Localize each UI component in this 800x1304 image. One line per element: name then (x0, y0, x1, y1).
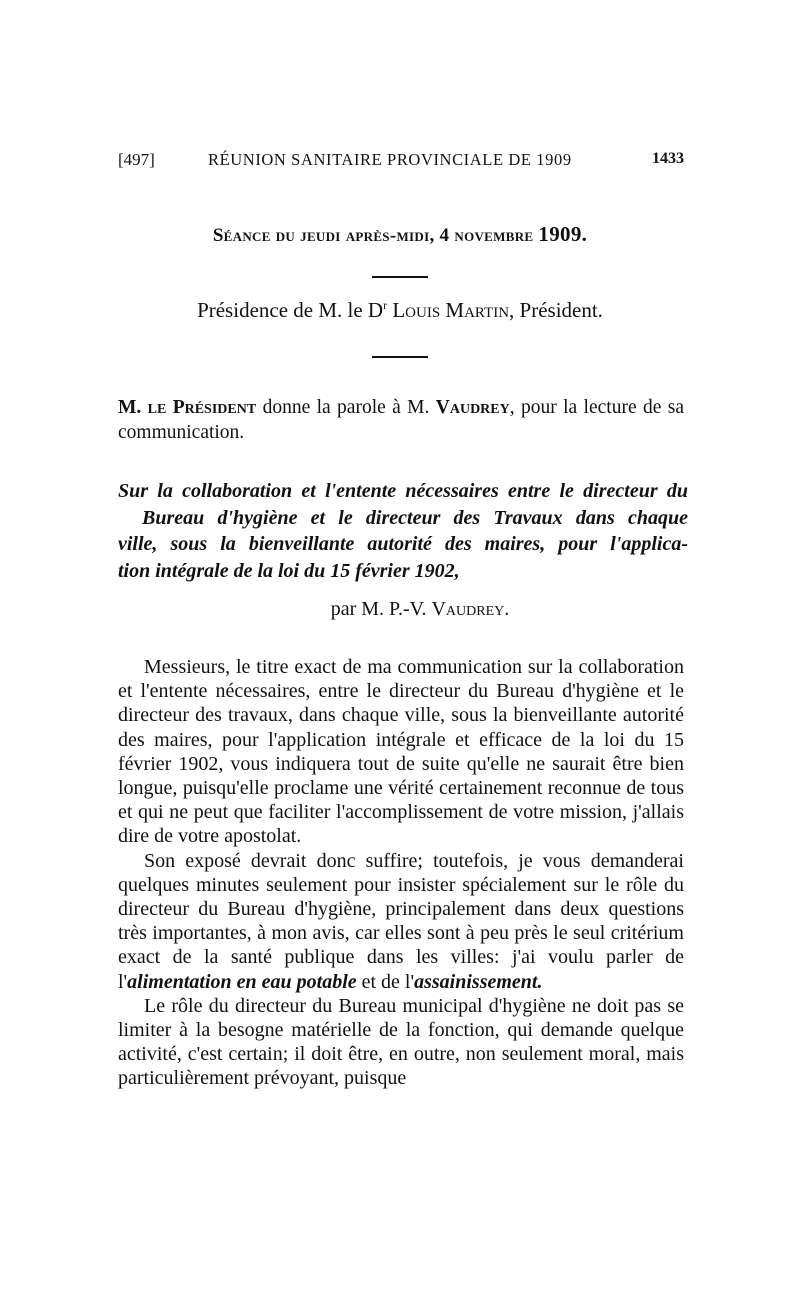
page-number: 1433 (652, 150, 684, 167)
title-line: ville, sous la bienveillante autorité des maires, pour l'applica- (118, 533, 688, 555)
intro-paragraph (118, 396, 684, 445)
intro-text: donne la parole à M. (256, 397, 436, 418)
session-heading-text: Séance du jeudi après-midi, 4 novembre (212, 225, 534, 246)
divider-rule (372, 276, 428, 278)
intro-name: Vaudrey (435, 397, 510, 418)
session-heading-year: 1909. (538, 222, 588, 246)
paragraph-2-italic-1: alimentation en eau potable (127, 970, 357, 993)
title-line: Bureau d'hygiène et le directeur des Travaux dans chaque (142, 506, 688, 529)
divider-rule (372, 356, 428, 358)
body-text (118, 655, 684, 1091)
paragraph-1: Messieurs, le titre exact de ma communication sur la collaboration et l'entente nécessaires, entre le directeur du Bureau d'hygiène et le directeur des travaux, dans chaque ville, sous la bienveillante autorité des maires, pour l'application intégrale et efficace de la loi du 15 février 1902, vous indiquera tout de suite qu'elle ne saurait être bien longue, puisqu'elle proclame une vérité certainement reconnue de tous et qui ne peut que faciliter l'accomplissement de votre mission, j'allais dire de votre apostolat. (118, 656, 684, 848)
paragraph-2 (118, 849, 684, 994)
intro-speaker: M. le Président (118, 397, 257, 418)
title-line: Sur la collaboration et l'entente nécessaires entre le directeur du (118, 480, 688, 502)
author-byline (0, 598, 800, 621)
session-heading (0, 222, 800, 247)
intro-text-2: , pour la lecture de sa communication. (118, 397, 684, 443)
byline-prefix: par M. P.-V. (330, 598, 432, 620)
presidency-suffix: , Président. (509, 298, 603, 322)
presidency-prefix: Présidence de M. le D (197, 298, 384, 322)
page-reference: [497] (118, 150, 155, 169)
byline-name: Vaudrey. (431, 598, 510, 620)
communication-title (118, 478, 688, 584)
running-title: RÉUNION SANITAIRE PROVINCIALE DE 1909 (208, 150, 572, 169)
presidency-line (0, 298, 800, 323)
paragraph-2-text-a: Son exposé devrait donc suffire; toutefois, je vous demanderai quelques minutes seulement pour insister spécialement sur le rôle du directeur du Bureau d'hygiène, principalement dans deux questions très importantes, à mon avis, car elles sont à peu près le seul critérium exact de la santé publique dans les villes: j'ai voulu parler de l' (118, 849, 684, 993)
paragraph-2-text-b: et de l' (356, 970, 415, 993)
paragraph-2-italic-2: assainissement. (414, 970, 543, 993)
title-line: tion intégrale de la loi du 15 février 1902, (118, 559, 460, 582)
president-name: Louis Martin (392, 298, 510, 322)
running-header (118, 150, 684, 174)
presidency-sup: r (383, 298, 388, 312)
paragraph-3: Le rôle du directeur du Bureau municipal d'hygiène ne doit pas se limiter à la besogne matérielle de la fonction, qui demande quelque activité, c'est certain; il doit être, en outre, non seulement moral, mais particulièrement prévoyant, puisque (118, 994, 684, 1090)
